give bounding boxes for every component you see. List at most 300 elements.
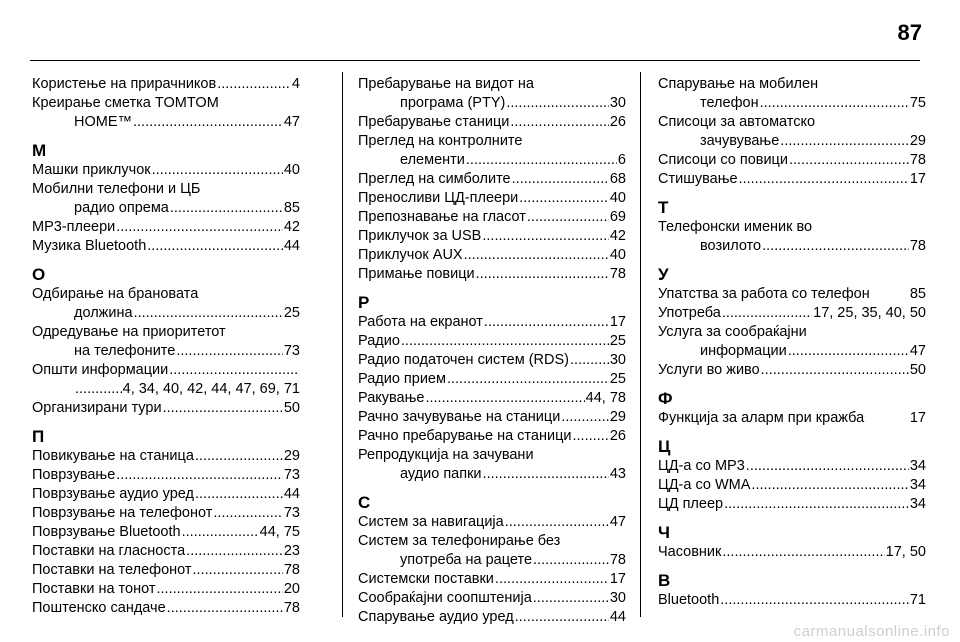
index-entry[interactable] [32, 218, 300, 237]
index-entry-line [658, 591, 926, 610]
index-entry-line [358, 370, 626, 389]
dot-leader [466, 151, 617, 170]
watermark: carmanualsonline.info [793, 623, 950, 640]
dot-leader [533, 551, 609, 570]
index-entry[interactable] [32, 561, 300, 580]
index-entry[interactable] [32, 466, 300, 485]
index-entry-term: Функција за аларм при кражба [658, 410, 865, 426]
index-entry-line [32, 180, 300, 199]
index-entry-term: Приклучок AUX [358, 247, 463, 263]
index-entry-term: Радио [358, 333, 400, 349]
index-entry[interactable] [658, 151, 926, 170]
index-page-ref[interactable]: 44 [609, 609, 626, 625]
index-entry[interactable] [658, 476, 926, 495]
dot-leader [506, 94, 609, 113]
dot-leader [570, 351, 609, 370]
index-entry-line [358, 246, 626, 265]
index-entry-term: Одбирање на брановата [32, 286, 199, 302]
page-number: 87 [897, 20, 922, 45]
index-page-ref[interactable]: 17 [909, 171, 926, 187]
index-page-ref[interactable]: 17 [909, 410, 926, 426]
index-entry-line [658, 132, 926, 151]
index-entry-term: Системски поставки [358, 571, 494, 587]
index-section-letter: С [358, 493, 371, 512]
index-entry-term: зачувување [700, 133, 780, 149]
index-entry-line [658, 476, 926, 495]
dot-leader [195, 485, 283, 504]
index-page-ref[interactable]: 73 [283, 343, 300, 359]
index-entry[interactable] [32, 161, 300, 180]
index-entry[interactable] [32, 361, 300, 399]
dot-leader [401, 332, 609, 351]
index-entry[interactable] [658, 495, 926, 514]
index-entry[interactable] [658, 285, 926, 304]
index-entry-term: Препознавање на гласот [358, 209, 526, 225]
index-entry-term: Поврзување Bluetooth [32, 524, 181, 540]
index-section-letter: Ф [658, 389, 673, 408]
index-entry-line [32, 466, 300, 485]
dot-leader [483, 465, 609, 484]
index-entry[interactable] [658, 409, 926, 428]
index-page-ref[interactable]: 40 [283, 162, 300, 178]
index-entry-term: програма (PTY) [400, 95, 506, 111]
dot-leader [739, 170, 909, 189]
index-entry-term: ЦД плеер [658, 496, 724, 512]
index-entry[interactable] [358, 446, 626, 484]
index-entry[interactable] [32, 485, 300, 504]
index-entry-line [658, 75, 926, 94]
index-entry-line [358, 408, 626, 427]
index-page-ref[interactable]: 71 [909, 592, 926, 608]
index-entry-line [358, 532, 626, 551]
index-entry-line [358, 389, 626, 408]
index-page-ref[interactable]: 73 [283, 467, 300, 483]
index-entry-term: Упатства за работа со телефон [658, 286, 870, 302]
dot-leader [761, 361, 909, 380]
index-page-ref[interactable]: 78 [609, 552, 626, 568]
dot-leader [724, 495, 909, 514]
index-entry[interactable] [32, 599, 300, 618]
index-entry-line [358, 75, 626, 94]
index-page-ref[interactable]: 44, 78 [585, 390, 626, 406]
index-page-ref[interactable]: 69 [609, 209, 626, 225]
index-page-ref[interactable]: 25 [609, 333, 626, 349]
index-entry-term: Списоци за автоматско [658, 114, 816, 130]
index-entry-term: Рачно пребарување на станици [358, 428, 572, 444]
index-entry-term: Радио податочен систем (RDS) [358, 352, 570, 368]
index-entry-term: MP3-плеери [32, 219, 116, 235]
dot-leader [789, 151, 909, 170]
index-page-ref[interactable]: 29 [609, 409, 626, 425]
index-entry[interactable] [32, 285, 300, 323]
index-page-ref[interactable]: 85 [283, 200, 300, 216]
index-entry-term: HOME™ [74, 114, 132, 130]
dot-leader [788, 342, 909, 361]
index-entry-line [358, 446, 626, 465]
index-entry-line [32, 599, 300, 618]
index-page-ref[interactable]: 47 [283, 114, 300, 130]
index-page-ref[interactable]: 42 [283, 219, 300, 235]
index-page-ref[interactable]: 73 [283, 505, 300, 521]
dot-leader [213, 504, 282, 523]
index-entry-term: Приклучок за USB [358, 228, 482, 244]
index-section-letter: О [32, 265, 46, 284]
index-entry-term: Спарување аудио уред [358, 609, 514, 625]
index-entry-line [658, 342, 926, 361]
index-entry[interactable] [358, 370, 626, 389]
index-page-ref[interactable]: 26 [609, 428, 626, 444]
index-entry[interactable] [358, 427, 626, 446]
dot-leader [722, 304, 812, 323]
index-entry-line [32, 304, 300, 323]
index-entry-term: Општи информации [32, 362, 169, 378]
index-entry-term: Поврзување аудио уред [32, 486, 194, 502]
index-entry-term: Bluetooth [658, 592, 720, 608]
index-entry[interactable] [32, 504, 300, 523]
index-entry-term: Музика Bluetooth [32, 238, 147, 254]
index-entry-line [32, 523, 300, 542]
index-entry-line [358, 551, 626, 570]
index-entry-term: Организирани тури [32, 400, 162, 416]
dot-leader [167, 599, 283, 618]
index-page-ref[interactable]: 20 [283, 581, 300, 597]
index-entry-line [358, 151, 626, 170]
index-entry-term: Преглед на контролните [358, 133, 523, 149]
index-entry-line [358, 570, 626, 589]
index-entry-line [358, 94, 626, 113]
index-page-ref[interactable]: 29 [283, 448, 300, 464]
index-entry-line [358, 589, 626, 608]
index-page-ref[interactable]: 30 [609, 352, 626, 368]
index-entry-line [32, 361, 300, 380]
index-page-ref[interactable]: 78 [609, 266, 626, 282]
index-entry[interactable] [32, 180, 300, 218]
index-entry-term: Поставки на телефонот [32, 562, 192, 578]
index-entry[interactable] [658, 361, 926, 380]
index-section-letter: П [32, 427, 45, 446]
index-entry-line [358, 113, 626, 132]
index-page-ref[interactable]: 78 [283, 562, 300, 578]
index-entry[interactable] [32, 447, 300, 466]
index-entry[interactable] [358, 113, 626, 132]
index-entry[interactable] [358, 75, 626, 113]
dot-leader [447, 370, 609, 389]
index-entry-term: Услуги во живо [658, 362, 760, 378]
dot-leader [182, 523, 259, 542]
index-entry-line [358, 189, 626, 208]
index-page-ref[interactable]: 34 [909, 477, 926, 493]
index-entry[interactable] [658, 457, 926, 476]
index-entry-line [32, 113, 300, 132]
dot-leader [780, 132, 909, 151]
index-page-ref[interactable]: 68 [609, 171, 626, 187]
index-page-ref[interactable]: 78 [909, 152, 926, 168]
dot-leader [134, 304, 283, 323]
index-entry[interactable] [358, 208, 626, 227]
dot-leader [464, 246, 609, 265]
index-section-letter: Ч [658, 523, 670, 542]
index-entry-term: Ракување [358, 390, 425, 406]
dot-leader [176, 342, 283, 361]
index-entry-term: Систем за телефонирање без [358, 533, 561, 549]
index-entry-line [658, 543, 926, 562]
index-entry[interactable] [658, 591, 926, 610]
dot-leader [217, 75, 291, 94]
index-page-ref[interactable]: 25 [283, 305, 300, 321]
index-entry-line [32, 342, 300, 361]
index-entry-line [358, 351, 626, 370]
index-entry[interactable] [358, 608, 626, 627]
index-page-ref[interactable]: 25 [609, 371, 626, 387]
index-page-ref[interactable]: 44, 75 [259, 524, 300, 540]
index-entry[interactable] [358, 351, 626, 370]
index-entry-term: Спарување на мобилен [658, 76, 819, 92]
dot-leader [512, 170, 609, 189]
index-entry-term: Преглед на симболите [358, 171, 511, 187]
index-entry-term: Преносливи ЦД-плеери [358, 190, 519, 206]
index-page-ref[interactable]: 17, 50 [885, 544, 926, 560]
dot-leader [163, 399, 283, 418]
index-entry-line [32, 542, 300, 561]
dot-leader [152, 161, 283, 180]
dot-leader [495, 570, 609, 589]
index-entry-line [658, 361, 926, 380]
index-page-ref[interactable]: 78 [283, 600, 300, 616]
index-page-ref[interactable]: 44 [283, 238, 300, 254]
index-entry-term: Употреба [658, 305, 721, 321]
dot-leader [170, 199, 283, 218]
index-entry-line [658, 94, 926, 113]
index-entry-line [32, 199, 300, 218]
index-entry-term: Репродукција на зачувани [358, 447, 534, 463]
index-entry[interactable] [32, 323, 300, 361]
index-page-ref[interactable]: 17, 25, 35, 40, 50 [813, 305, 926, 321]
index-entry-line [658, 113, 926, 132]
index-entry[interactable] [658, 170, 926, 189]
index-entry-line [358, 208, 626, 227]
index-page-ref[interactable]: 47 [909, 343, 926, 359]
index-page-ref[interactable]: 34 [909, 496, 926, 512]
header-rule [30, 60, 920, 61]
index-entry[interactable] [32, 94, 300, 132]
index-column-2 [358, 75, 626, 627]
index-entry-line [358, 227, 626, 246]
index-page-ref[interactable]: 30 [609, 590, 626, 606]
index-entry-term: Користење на прирачников [32, 76, 217, 92]
index-entry-term: информации [700, 343, 787, 359]
index-entry[interactable] [658, 113, 926, 151]
index-page-ref[interactable]: 43 [609, 466, 626, 482]
dot-leader [572, 427, 608, 446]
index-entry[interactable] [358, 246, 626, 265]
dot-leader [760, 94, 909, 113]
dot-leader [720, 591, 909, 610]
index-entry-term: Креирање сметка TOMTOM [32, 95, 219, 111]
index-entry[interactable] [658, 304, 926, 323]
index-entry-term: на телефоните [74, 343, 176, 359]
index-entry-line [32, 580, 300, 599]
index-page-ref[interactable]: 23 [283, 543, 300, 559]
dot-leader [186, 542, 283, 561]
index-entry[interactable] [358, 227, 626, 246]
index-entry[interactable] [358, 332, 626, 351]
index-page-ref[interactable]: 30 [609, 95, 626, 111]
index-column-1 [32, 75, 300, 618]
index-entry[interactable] [358, 570, 626, 589]
index-entry-term: Списоци со повици [658, 152, 788, 168]
index-entry[interactable] [358, 189, 626, 208]
index-page-ref[interactable]: 4, 34, 40, 42, 44, 47, 69, 71 [122, 381, 300, 397]
index-entry-term: Часовник [658, 544, 722, 560]
index-entry[interactable] [358, 389, 626, 408]
index-entry-line [358, 265, 626, 284]
index-entry-term: Мобилни телефони и ЦБ [32, 181, 201, 197]
index-entry-line [32, 237, 300, 256]
index-entry-term: Поштенско сандаче [32, 600, 166, 616]
index-entry-term: Сообраќајни соопштенија [358, 590, 532, 606]
index-page-ref[interactable]: 47 [609, 514, 626, 530]
index-entry-term: должина [74, 305, 133, 321]
index-entry-line [32, 399, 300, 418]
index-entry-line [658, 170, 926, 189]
index-entry-term: телефон [700, 95, 759, 111]
index-entry[interactable] [358, 589, 626, 608]
index-section-letter: М [32, 141, 47, 160]
index-entry-line [658, 285, 926, 304]
index-entry[interactable] [32, 580, 300, 599]
dot-leader [133, 113, 283, 132]
index-entry-line [32, 504, 300, 523]
index-entry-term: Поставки на тонот [32, 581, 156, 597]
index-entry[interactable] [32, 75, 300, 94]
index-entry-line [32, 161, 300, 180]
index-section-letter: У [658, 265, 669, 284]
index-entry-term: Стишување [658, 171, 738, 187]
dot-leader [533, 589, 609, 608]
index-entry-line [658, 409, 926, 428]
index-page-ref[interactable]: 42 [609, 228, 626, 244]
index-section-letter: Ц [658, 437, 671, 456]
index-entry-line [358, 170, 626, 189]
index-page-ref[interactable]: 4 [291, 76, 300, 92]
index-page-ref[interactable]: 17 [609, 314, 626, 330]
column-divider [342, 72, 343, 617]
index-entry[interactable] [32, 237, 300, 256]
index-page-ref[interactable]: 40 [609, 190, 626, 206]
index-entry-term: Пребарување на видот на [358, 76, 534, 92]
dot-leader [169, 361, 299, 380]
index-entry[interactable] [358, 170, 626, 189]
dot-leader [505, 513, 609, 532]
index-entry[interactable] [358, 408, 626, 427]
index-entry-term: аудио папки [400, 466, 482, 482]
index-entry[interactable] [32, 523, 300, 542]
index-section-letter: B [658, 571, 671, 590]
dot-leader [746, 457, 909, 476]
index-page-ref[interactable]: 78 [909, 238, 926, 254]
index-entry-term: радио опрема [74, 200, 169, 216]
index-entry-line [32, 447, 300, 466]
index-entry-line [658, 237, 926, 256]
index-entry-term: Поставки на гласноста [32, 543, 186, 559]
index-entry-line [32, 380, 300, 399]
index-entry-term: Повикување на станица [32, 448, 194, 464]
index-entry-line [658, 304, 926, 323]
index-page-ref[interactable]: 75 [909, 95, 926, 111]
index-page-ref[interactable]: 26 [609, 114, 626, 130]
index-entry-line [32, 561, 300, 580]
dot-leader [515, 608, 609, 627]
dot-leader [476, 265, 609, 284]
index-page-ref[interactable]: 40 [609, 247, 626, 263]
index-entry-term: ЦД-а со WMA [658, 477, 751, 493]
index-entry[interactable] [32, 399, 300, 418]
index-page-ref[interactable]: 29 [909, 133, 926, 149]
column-divider [640, 72, 641, 617]
index-entry[interactable] [658, 543, 926, 562]
dot-leader [75, 380, 122, 399]
index-entry[interactable] [358, 313, 626, 332]
index-entry-line [658, 323, 926, 342]
dot-leader [482, 227, 609, 246]
index-entry[interactable] [358, 132, 626, 170]
index-entry[interactable] [658, 323, 926, 361]
index-entry-line [32, 485, 300, 504]
index-entry[interactable] [358, 513, 626, 532]
index-page-ref[interactable]: 50 [909, 362, 926, 378]
dot-leader [722, 543, 884, 562]
index-entry-line [658, 457, 926, 476]
index-entry-term: елементи [400, 152, 465, 168]
dot-leader [561, 408, 609, 427]
index-page-ref[interactable]: 34 [909, 458, 926, 474]
index-entry[interactable] [32, 542, 300, 561]
index-entry-term: Работа на екранот [358, 314, 483, 330]
index-entry-term: Телефонски именик во [658, 219, 813, 235]
index-entry-term: Машки приклучок [32, 162, 151, 178]
index-page-ref[interactable]: 85 [909, 286, 926, 302]
index-entry-term: Услуга за сообраќајни [658, 324, 807, 340]
index-entry[interactable] [658, 75, 926, 113]
index-entry-line [358, 608, 626, 627]
index-page-ref[interactable]: 50 [283, 400, 300, 416]
index-entry-term: употреба на рацете [400, 552, 533, 568]
index-entry-line [32, 218, 300, 237]
dot-leader [195, 447, 283, 466]
index-entry-line [32, 285, 300, 304]
index-entry-line [658, 218, 926, 237]
index-entry-term: Поврзување [32, 467, 116, 483]
dot-leader [510, 113, 609, 132]
index-entry[interactable] [358, 532, 626, 570]
index-entry-term: Пребарување станици [358, 114, 510, 130]
index-entry-line [32, 323, 300, 342]
index-column-3 [658, 75, 926, 610]
index-section-letter: Т [658, 198, 669, 217]
index-page-ref[interactable]: 6 [617, 152, 626, 168]
index-entry[interactable] [658, 218, 926, 256]
index-entry[interactable] [358, 265, 626, 284]
index-page-ref[interactable]: 44 [283, 486, 300, 502]
index-entry-term: Рачно зачувување на станици [358, 409, 561, 425]
dot-leader [519, 189, 609, 208]
index-entry-term: ЦД-а со MP3 [658, 458, 745, 474]
index-page-ref[interactable]: 17 [609, 571, 626, 587]
index-entry-term: Радио прием [358, 371, 446, 387]
dot-leader [116, 218, 283, 237]
index-entry-line [358, 465, 626, 484]
dot-leader [762, 237, 909, 256]
